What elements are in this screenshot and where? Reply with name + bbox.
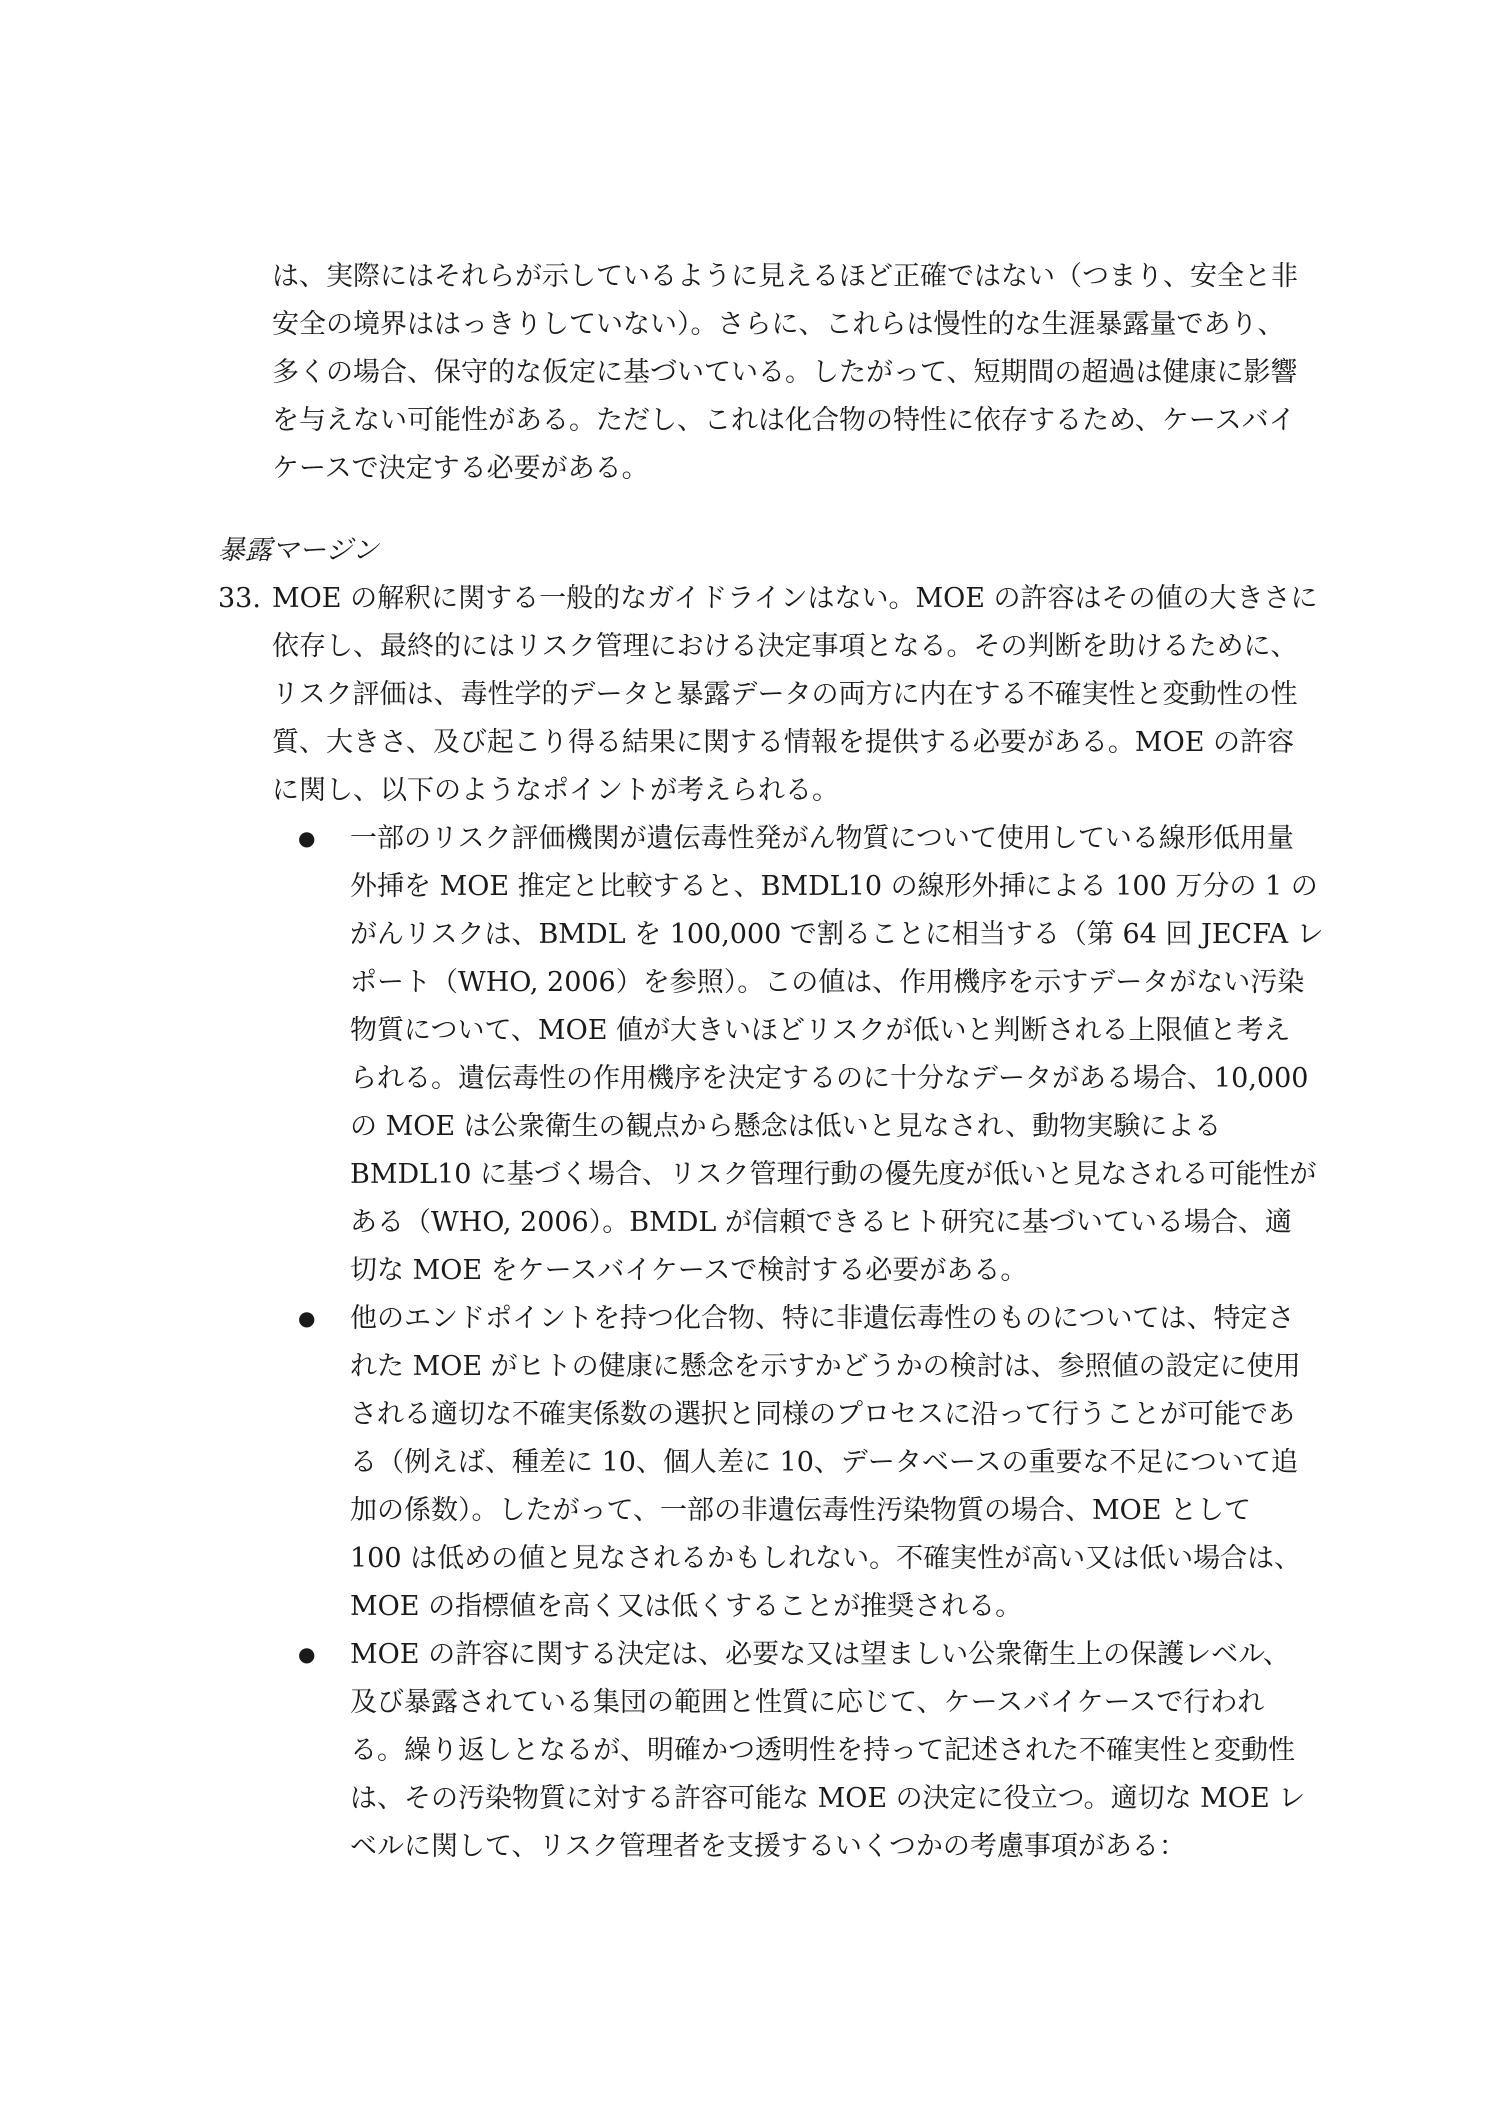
- text-line: がんリスクは、BMDL を 100,000 で割ることに相当する（第 64 回 JECFA レ: [350, 919, 1324, 950]
- text-line: 安全の境界ははっきりしていない）。さらに、これらは慢性的な生涯暴露量であり、: [272, 309, 1285, 340]
- text-line: る（例えば、種差に 10、個人差に 10、データベースの重要な不足について追: [350, 1447, 1298, 1478]
- text-line: 一部のリスク評価機関が遺伝毒性発がん物質について使用している線形低用量: [350, 823, 1294, 854]
- text-line: 加の係数）。したがって、一部の非遺伝毒性汚染物質の場合、MOE として: [350, 1495, 1252, 1526]
- text-line: MOE の解釈に関する一般的なガイドラインはない。MOE の許容はその値の大きさに: [272, 583, 1318, 614]
- bullet-marker: ●: [298, 826, 316, 850]
- text-line: ある（WHO, 2006）。BMDL が信頼できるヒト研究に基づいている場合、適: [350, 1207, 1292, 1238]
- text-line: 及び暴露されている集団の範囲と性質に応じて、ケースバイケースで行われ: [350, 1687, 1265, 1718]
- bullet-marker: ●: [298, 1306, 316, 1330]
- text-line: は、その汚染物質に対する許容可能な MOE の決定に役立つ。適切な MOE レ: [350, 1783, 1306, 1814]
- text-line: MOE の指標値を高く又は低くすることが推奨される。: [350, 1591, 1023, 1622]
- text-line: 外挿を MOE 推定と比較すると、BMDL10 の線形外挿による 100 万分の 1 の: [350, 871, 1318, 902]
- section-heading: 暴露マージン: [218, 535, 379, 566]
- text-line: 多くの場合、保守的な仮定に基づいている。したがって、短期間の超過は健康に影響: [272, 357, 1298, 388]
- text-line: 依存し、最終的にはリスク管理における決定事項となる。その判断を助けるために、: [272, 631, 1298, 662]
- text-line: リスク評価は、毒性学的データと暴露データの両方に内在する不確実性と変動性の性: [272, 679, 1298, 710]
- text-line: ベルに関して、リスク管理者を支援するいくつかの考慮事項がある：: [350, 1831, 1186, 1862]
- text-line: BMDL10 に基づく場合、リスク管理行動の優先度が低いと見なされる可能性が: [350, 1159, 1317, 1190]
- text-line: 物質について、MOE 値が大きいほどリスクが低いと判断される上限値と考え: [350, 1015, 1291, 1046]
- text-line: 切な MOE をケースバイケースで検討する必要がある。: [350, 1255, 1028, 1286]
- text-line: MOE の許容に関する決定は、必要な又は望ましい公衆衛生上の保護レベル、: [350, 1639, 1290, 1670]
- text-line: られる。遺伝毒性の作用機序を決定するのに十分なデータがある場合、10,000: [350, 1063, 1309, 1094]
- text-line: 他のエンドポイントを持つ化合物、特に非遺伝毒性のものについては、特定さ: [350, 1303, 1295, 1334]
- bullet-marker: ●: [298, 1642, 316, 1666]
- text-line: を与えない可能性がある。ただし、これは化合物の特性に依存するため、ケースバイ: [272, 405, 1296, 436]
- text-line: 質、大きさ、及び起こり得る結果に関する情報を提供する必要がある。MOE の許容: [272, 727, 1294, 758]
- text-line: は、実際にはそれらが示しているように見えるほど正確ではない（つまり、安全と非: [272, 261, 1298, 292]
- text-line: に関し、以下のようなポイントが考えられる。: [272, 775, 839, 806]
- text-line: 100 は低めの値と見なされるかもしれない。不確実性が高い又は低い場合は、: [350, 1543, 1302, 1574]
- paragraph-number: 33.: [218, 583, 261, 614]
- text-line: される適切な不確実係数の選択と同様のプロセスに沿って行うことが可能であ: [350, 1399, 1295, 1430]
- text-line: ポート（WHO, 2006）を参照）。この値は、作用機序を示すデータがない汚染: [350, 967, 1305, 998]
- text-line: れた MOE がヒトの健康に懸念を示すかどうかの検討は、参照値の設定に使用: [350, 1351, 1301, 1382]
- text-line: の MOE は公衆衛生の観点から懸念は低いと見なされ、動物実験による: [350, 1111, 1222, 1142]
- text-line: ケースで決定する必要がある。: [272, 453, 649, 484]
- text-line: る。繰り返しとなるが、明確かつ透明性を持って記述された不確実性と変動性: [350, 1735, 1295, 1766]
